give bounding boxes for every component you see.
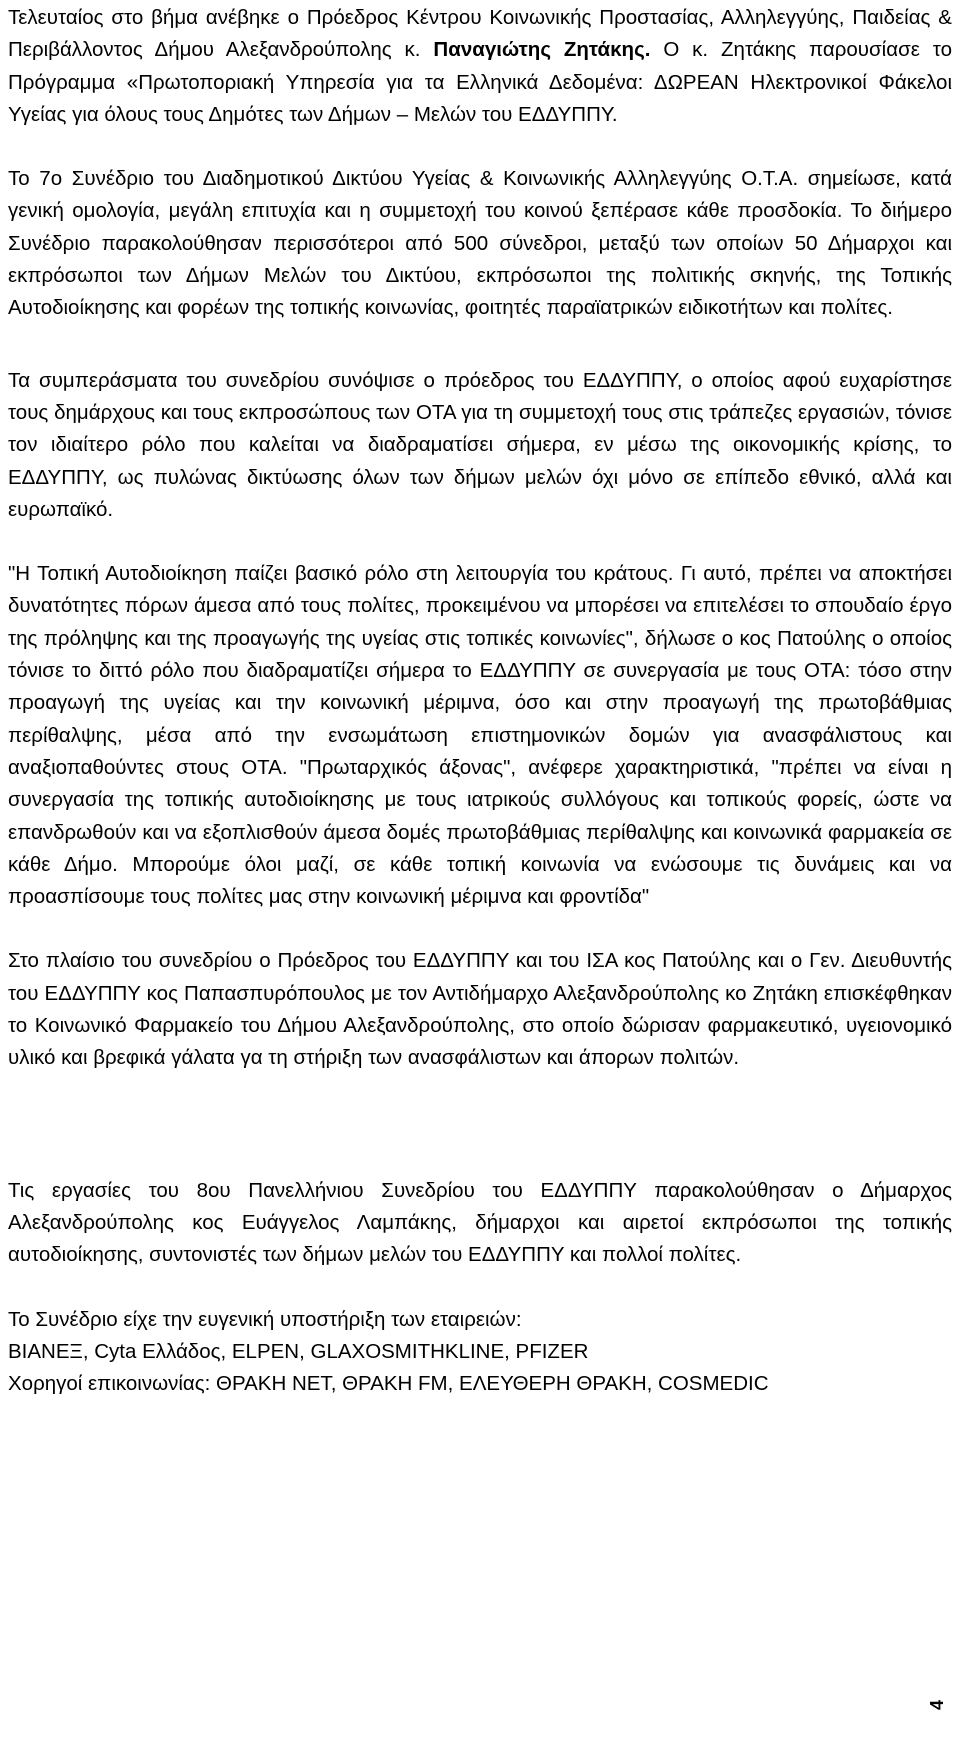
- paragraph-quote: "Η Τοπική Αυτοδιοίκηση παίζει βασικό ρόλο στη λειτουργία του κράτους. Γι αυτό, πρέπει να αποκτήσει δυνατότητες πόρων άμεσα από τους πολίτες, προκειμένου να μπορέσει να επιτελέσει το σπουδαίο έργο της πρόληψης και της προαγωγής της υγείας στις τοπικές κοινωνίες", δήλωσε ο κος Πατούλης ο οποίος τόνισε το διττό ρόλο που διαδραματίζει σήμερα το ΕΔΔΥΠΠΥ σε συνεργασία με τους ΟΤΑ: τόσο στην προαγωγή της υγείας και την κοινωνική μέριμνα, όσο και στην προαγωγή της πρωτοβάθμιας περίθαλψης, μέσα από την ενσωμάτωση επιστημονικών δομών για ανασφάλιστους και αναξιοπαθούντες στους ΟΤΑ. "Πρωταρχικός άξονας", ανέφερε χαρακτηριστικά, "πρέπει να είναι η συνεργασία της τοπικής αυτοδιοίκησης με τους ιατρικούς συλλόγους και τοπικούς φορείς, ώστε να επανδρωθούν και να εξοπλισθούν άμεσα δομές πρωτοβάθμιας περίθαλψης και κοινωνικά φαρμακεία σε κάθε Δήμο. Μπορούμε όλοι μαζί, σε κάθε τοπική κοινωνία να ενώσουμε τις δυνάμεις και να προασπίσουμε τους πολίτες μας στην κοινωνική μέριμνα και φροντίδα": [8, 562, 952, 909]
- paragraph-gap: [8, 325, 952, 365]
- media-sponsors: Χορηγοί επικοινωνίας: ΘΡΑΚΗ ΝΕΤ, ΘΡΑΚΗ FM, ΕΛΕΥΘΕΡΗ ΘΡΑΚΗ, COSMEDIC: [8, 1372, 769, 1396]
- paragraph-congress-success: Το 7ο Συνέδριο του Διαδημοτικού Δικτύου Υγείας & Κοινωνικής Αλληλεγγύης Ο.Τ.Α. σημείωσε, κατά γενική ομολογία, μεγάλη επιτυχία και η συμμετοχή του κοινού ξεπέρασε κάθε προσδοκία. Το διήμερο Συνέδριο παρακολούθησαν περισσότεροι από 500 σύνεδροι, μεταξύ των οποίων 50 Δήμαρχοι και εκπρόσωποι των Δήμων Μελών του Δικτύου, εκπρόσωποι της πολιτικής σκηνής, της Τοπικής Αυτοδιοίκησης και φορέων της τοπικής κοινωνίας, φοιτητές παραϊατρικών ειδικοτήτων και πολίτες.: [8, 167, 952, 320]
- document-page: [8, 2, 952, 1400]
- paragraph-gap: [8, 526, 952, 558]
- paragraph-gap: [8, 131, 952, 163]
- paragraph-text: Ο κ. Ζητάκης παρουσίασε το Πρόγραμμα «Πρωτοποριακή Υπηρεσία για τα Ελληνικά Δεδομένα: ΔΩΡΕΑΝ Ηλεκτρονικοί Φάκελοι Υγείας για όλους τους Δημότες των Δήμων – Μελών του ΕΔΔΥΠΠΥ.: [8, 38, 952, 126]
- speaker-name: Παναγιώτης Ζητάκης.: [433, 38, 651, 62]
- paragraph-gap: [8, 913, 952, 945]
- page-number: 4: [927, 1700, 947, 1711]
- sponsors-list: ΒΙΑΝΕΞ, Cyta Ελλάδος, ELPEN, GLAXOSMITHKLINE, PFIZER: [8, 1339, 589, 1363]
- paragraph-gap: [8, 1075, 952, 1175]
- sponsors-intro: Το Συνέδριο είχε την ευγενική υποστήριξη των εταιρειών:: [8, 1307, 522, 1331]
- paragraph-text: Τελευταίος στο βήμα ανέβηκε ο Πρόεδρος Κέντρου Κοινωνικής Προστασίας, Αλληλεγγύης, Παιδείας & Περιβάλλοντος Δήμου Αλεξανδρούπολης κ.: [8, 6, 952, 62]
- paragraph-attendance: Τις εργασίες του 8ου Πανελλήνιου Συνεδρίου του ΕΔΔΥΠΠΥ παρακολούθησαν ο Δήμαρχος Αλεξανδρούπολης κος Ευάγγελος Λαμπάκης, δήμαρχοι και αιρετοί εκπρόσωποι της τοπικής αυτοδιοίκησης, συντονιστές των δήμων μελών του ΕΔΔΥΠΠΥ και πολλοί πολίτες.: [8, 1178, 952, 1267]
- paragraph-gap: [8, 1272, 952, 1304]
- paragraph-closing-speaker: [8, 2, 952, 131]
- paragraph-pharmacy-visit: Στο πλαίσιο του συνεδρίου ο Πρόεδρος του ΕΔΔΥΠΠΥ και του ΙΣΑ κος Πατούλης και ο Γεν. Διευθυντής του ΕΔΔΥΠΠΥ κος Παπασπυρόπουλος με τον Αντιδήμαρχο Αλεξανδρούπολης κο Ζητάκη επισκέφθηκαν το Κοινωνικό Φαρμακείο του Δήμου Αλεξανδρούπολης, στο οποίο δώρισαν φαρμακευτικό, υγειονομικό υλικό και βρεφικά γάλατα γα τη στήριξη των ανασφάλιστων και άπορων πολιτών.: [8, 949, 952, 1070]
- paragraph-conclusions: Τα συμπεράσματα του συνεδρίου συνόψισε ο πρόεδρος του ΕΔΔΥΠΠΥ, ο οποίος αφού ευχαρίστησε τους δημάρχους και τους εκπροσώπους των ΟΤΑ για τη συμμετοχή τους στις τράπεζες εργασιών, τόνισε τον ιδιαίτερο ρόλο που καλείται να διαδραματίσει σήμερα, εν μέσω της οικονομικής κρίσης, το ΕΔΔΥΠΠΥ, ως πυλώνας δικτύωσης όλων των δήμων μελών όχι μόνο σε επίπεδο εθνικό, αλλά και ευρωπαϊκό.: [8, 368, 952, 521]
